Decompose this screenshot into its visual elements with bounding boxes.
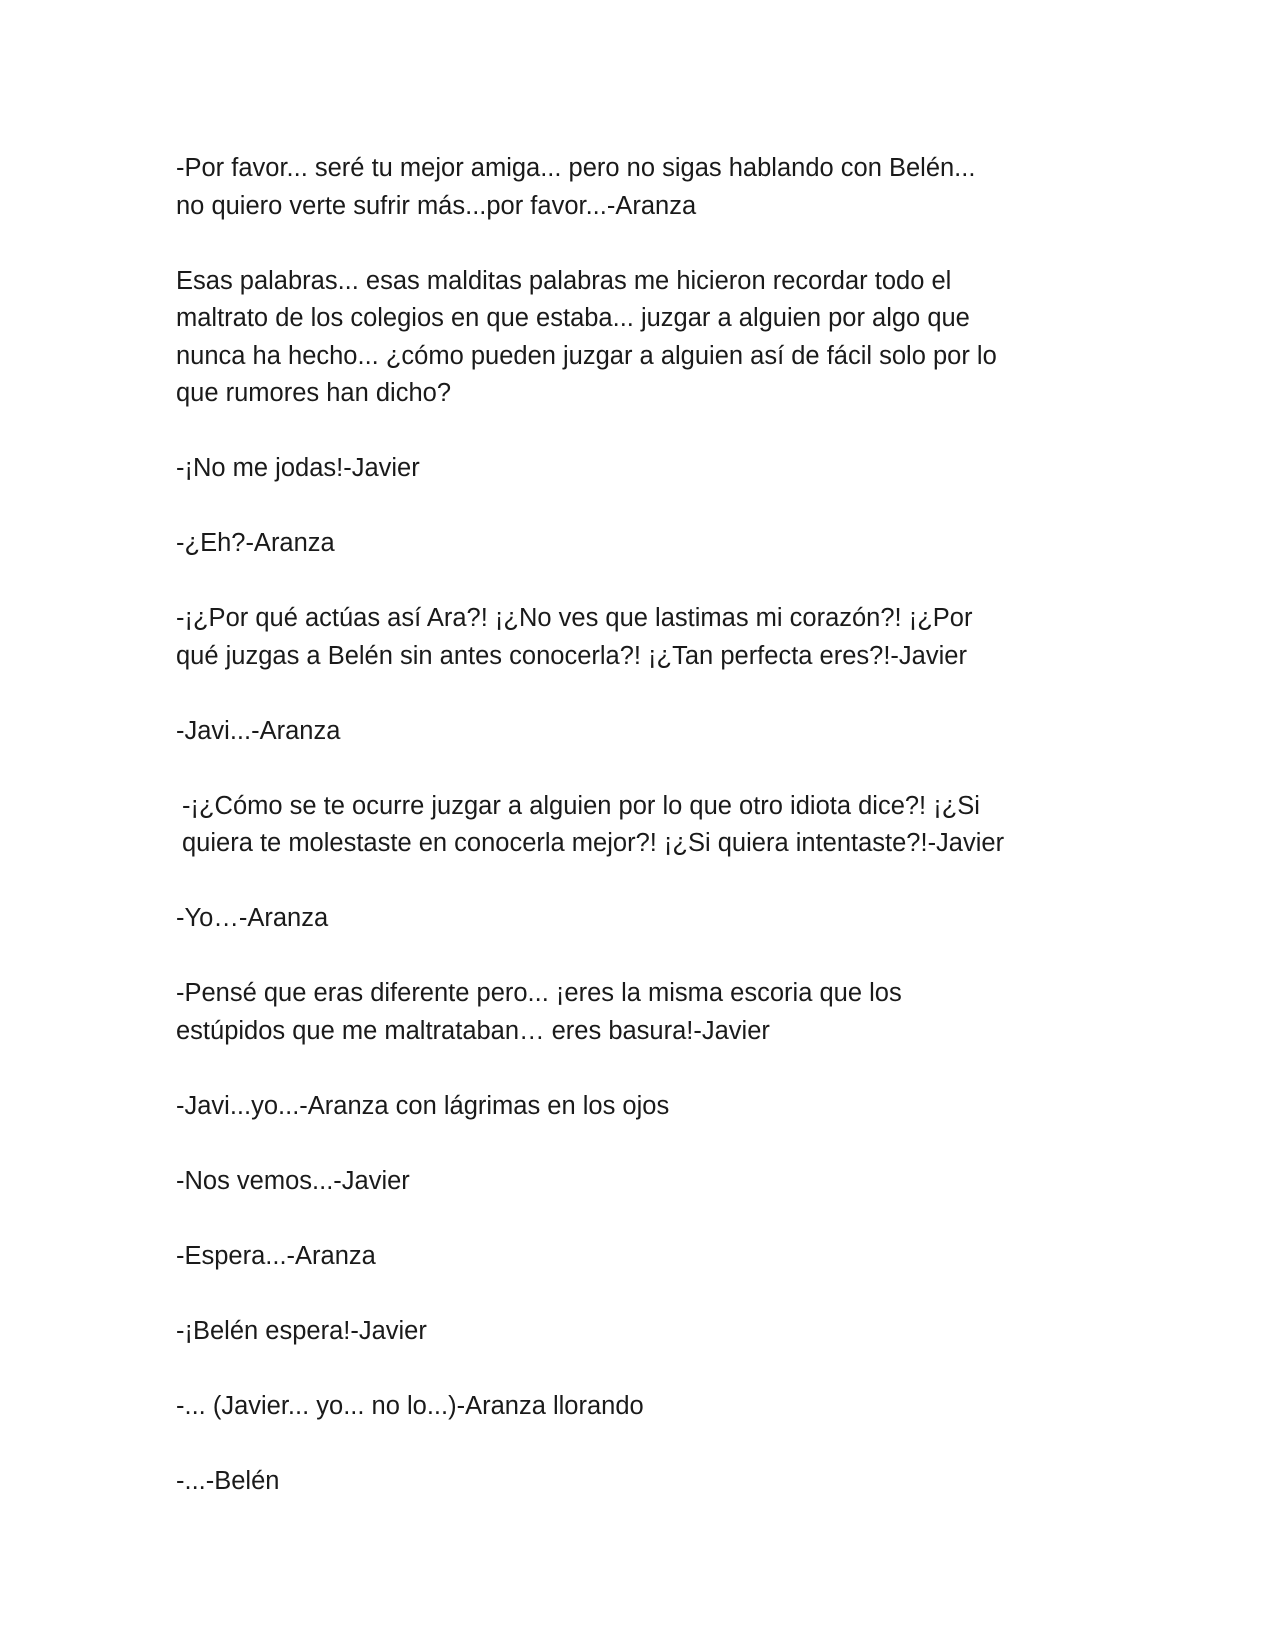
- document-body: [176, 150, 1106, 1538]
- paragraph-9: -Pensé que eras diferente pero... ¡eres la misma escoria que los estúpidos que me maltrataban… eres basura!-Javier: [176, 979, 902, 1045]
- paragraph-4: -¿Eh?-Aranza: [176, 529, 335, 557]
- paragraph-10: -Javi...yo...-Aranza con lágrimas en los ojos: [176, 1091, 670, 1120]
- paragraph-15: -...-Belén: [176, 1466, 280, 1495]
- paragraph-14: -... (Javier... yo... no lo...)-Aranza llorando: [176, 1391, 644, 1420]
- paragraph-2: Esas palabras... esas malditas palabras me hicieron recordar todo el maltrato de los colegios en que estaba... juzgar a alguien por algo que nunca ha hecho... ¿cómo pueden juzgar a alguien así de fácil solo por lo que rumores han dicho?: [176, 266, 997, 407]
- paragraph-3: -¡No me jodas!-Javier: [176, 454, 420, 482]
- paragraph-13: -¡Belén espera!-Javier: [176, 1316, 427, 1345]
- paragraph-12: -Espera...-Aranza: [176, 1241, 376, 1270]
- paragraph-7: -¡¿Cómo se te ocurre juzgar a alguien por lo que otro idiota dice?! ¡¿Si quiera te molestaste en conocerla mejor?! ¡¿Si quiera intentaste?!-Javier: [182, 791, 1005, 857]
- paragraph-5: -¡¿Por qué actúas así Ara?! ¡¿No ves que lastimas mi corazón?! ¡¿Por qué juzgas a Belén sin antes conocerla?! ¡¿Tan perfecta eres?!-Javier: [176, 604, 973, 670]
- paragraph-6: -Javi...-Aranza: [176, 716, 341, 745]
- paragraph-1: -Por favor... seré tu mejor amiga... pero no sigas hablando con Belén... no quiero verte sufrir más...por favor...-Aranza: [176, 154, 976, 220]
- paragraph-8: -Yo…-Aranza: [176, 904, 329, 932]
- paragraph-11: -Nos vemos...-Javier: [176, 1166, 410, 1195]
